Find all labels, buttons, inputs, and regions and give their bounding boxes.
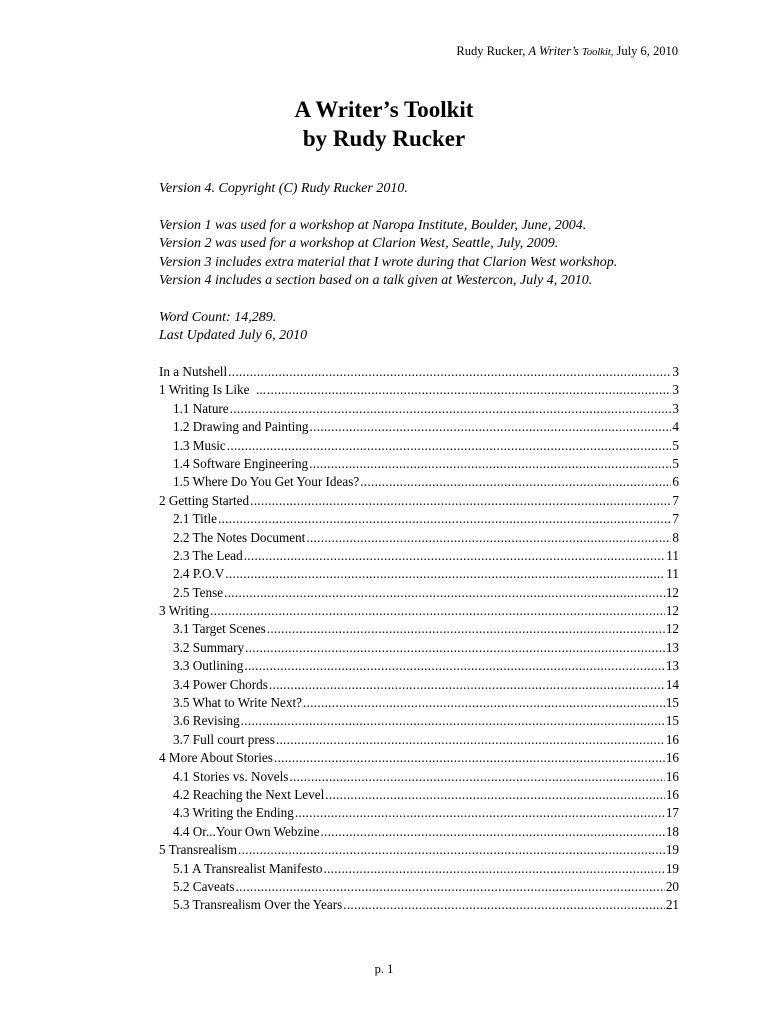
toc-entry[interactable] bbox=[159, 823, 679, 841]
toc-entry-page: 3 bbox=[672, 400, 679, 416]
toc-entry[interactable] bbox=[159, 731, 679, 749]
toc-dot-leader bbox=[238, 841, 665, 859]
toc-dot-leader bbox=[269, 676, 665, 694]
toc-dot-leader bbox=[310, 418, 672, 436]
toc-entry[interactable] bbox=[159, 529, 679, 547]
toc-entry[interactable] bbox=[159, 565, 679, 583]
toc-dot-leader bbox=[218, 510, 671, 528]
toc-entry[interactable] bbox=[159, 602, 679, 620]
table-of-contents bbox=[159, 363, 679, 915]
toc-entry-label: 3.1 Target Scenes bbox=[173, 621, 266, 637]
toc-entry-page: 14 bbox=[665, 676, 679, 692]
toc-dot-leader bbox=[236, 878, 665, 896]
toc-entry-page: 15 bbox=[665, 713, 679, 729]
toc-entry-label: 2.1 Title bbox=[173, 511, 217, 527]
toc-entry-label: 2.3 The Lead bbox=[173, 547, 243, 563]
toc-entry-label: 4.1 Stories vs. Novels bbox=[173, 768, 289, 784]
toc-entry-label: 4.3 Writing the Ending bbox=[173, 805, 294, 821]
toc-entry-page: 3 bbox=[672, 364, 679, 379]
toc-dot-leader bbox=[250, 492, 671, 510]
toc-entry-label: 1.1 Nature bbox=[173, 400, 229, 416]
version-line: Version 4. Copyright (C) Rudy Rucker 2010. bbox=[159, 181, 408, 196]
document-stats bbox=[159, 309, 719, 346]
toc-entry[interactable] bbox=[159, 804, 679, 822]
toc-dot-leader bbox=[228, 363, 671, 381]
toc-entry-label: 1.5 Where Do You Get Your Ideas? bbox=[173, 474, 360, 490]
toc-entry-label: 5.1 A Transrealist Manifesto bbox=[173, 860, 323, 876]
toc-entry[interactable] bbox=[159, 841, 679, 859]
toc-entry-page: 6 bbox=[672, 474, 679, 490]
toc-dot-leader bbox=[360, 473, 671, 491]
toc-entry-label: 5 Transrealism bbox=[159, 842, 238, 858]
toc-entry-label: 3.4 Power Chords bbox=[173, 676, 268, 692]
toc-entry-label: 3 Writing bbox=[159, 603, 210, 619]
toc-entry-label: 5.2 Caveats bbox=[173, 878, 235, 894]
toc-dot-leader bbox=[267, 620, 665, 638]
toc-entry-page: 18 bbox=[665, 823, 679, 839]
toc-entry-page: 17 bbox=[665, 805, 679, 821]
toc-entry-label: 2.2 The Notes Document bbox=[173, 529, 306, 545]
version-history-line: Version 4 includes a section based on a talk given at Westercon, July 4, 2010. bbox=[159, 273, 593, 289]
toc-dot-leader bbox=[245, 639, 665, 657]
header-title-part2: Toolkit, bbox=[581, 47, 614, 58]
toc-entry-page: 3 bbox=[672, 382, 679, 398]
toc-entry-page: 21 bbox=[665, 897, 679, 913]
toc-entry-page: 16 bbox=[665, 750, 679, 766]
toc-dot-leader bbox=[309, 455, 671, 473]
toc-dot-leader bbox=[289, 768, 664, 786]
toc-entry[interactable] bbox=[159, 363, 679, 381]
version-history-line: Version 1 was used for a workshop at Naropa Institute, Boulder, June, 2004. bbox=[159, 218, 587, 233]
toc-entry-label: 3.2 Summary bbox=[173, 639, 245, 655]
toc-dot-leader bbox=[241, 712, 665, 730]
toc-entry[interactable] bbox=[159, 749, 679, 767]
toc-dot-leader bbox=[343, 896, 665, 914]
toc-entry-page: 8 bbox=[672, 529, 679, 545]
toc-dot-leader bbox=[306, 529, 671, 547]
toc-dot-leader bbox=[276, 731, 665, 749]
toc-dot-leader bbox=[225, 565, 665, 583]
toc-dot-leader bbox=[295, 804, 665, 822]
toc-entry-page: 12 bbox=[665, 621, 679, 637]
title-line-1: A Writer’s Toolkit bbox=[294, 97, 474, 122]
toc-entry[interactable] bbox=[159, 620, 679, 638]
toc-entry[interactable] bbox=[159, 381, 679, 399]
toc-entry[interactable] bbox=[159, 584, 679, 602]
toc-entry-label: 3.6 Revising bbox=[173, 713, 240, 729]
toc-entry-label: 4.2 Reaching the Next Level bbox=[173, 786, 325, 802]
toc-dot-leader bbox=[227, 437, 672, 455]
toc-entry[interactable] bbox=[159, 712, 679, 730]
page-number: p. 1 bbox=[374, 962, 394, 976]
toc-entry-page: 11 bbox=[666, 566, 679, 582]
toc-dot-leader bbox=[267, 381, 671, 399]
toc-entry-label: 1 Writing Is Like ... bbox=[159, 382, 266, 398]
document-title bbox=[0, 95, 768, 153]
toc-entry-label: 3.3 Outlining bbox=[173, 658, 244, 674]
toc-entry[interactable] bbox=[159, 657, 679, 675]
toc-dot-leader bbox=[320, 823, 664, 841]
toc-entry-page: 5 bbox=[672, 437, 679, 453]
toc-entry[interactable] bbox=[159, 547, 679, 565]
toc-dot-leader bbox=[244, 547, 666, 565]
toc-entry-label: 1.4 Software Engineering bbox=[173, 455, 309, 471]
toc-entry-page: 16 bbox=[665, 768, 679, 784]
toc-entry-page: 20 bbox=[665, 878, 679, 894]
toc-dot-leader bbox=[224, 584, 665, 602]
toc-entry[interactable] bbox=[159, 418, 679, 436]
toc-entry[interactable] bbox=[159, 437, 679, 455]
header-title-part1: A Writer’s bbox=[528, 44, 579, 58]
toc-dot-leader bbox=[274, 749, 665, 767]
toc-entry[interactable] bbox=[159, 639, 679, 657]
toc-entry-page: 11 bbox=[666, 547, 679, 563]
version-statement bbox=[159, 180, 719, 198]
toc-entry-label: 3.7 Full court press bbox=[173, 731, 275, 747]
toc-entry-page: 19 bbox=[665, 860, 679, 876]
toc-dot-leader bbox=[303, 694, 665, 712]
toc-entry[interactable] bbox=[159, 510, 679, 528]
toc-entry-label: 2 Getting Started bbox=[159, 492, 250, 508]
header-date: July 6, 2010 bbox=[616, 44, 678, 58]
toc-entry-page: 15 bbox=[665, 695, 679, 711]
toc-entry-page: 12 bbox=[665, 603, 679, 619]
toc-entry-label: 1.2 Drawing and Painting bbox=[173, 419, 309, 435]
toc-entry-label: 4.4 Or...Your Own Webzine bbox=[173, 823, 320, 839]
running-header bbox=[456, 44, 678, 59]
toc-entry[interactable] bbox=[159, 860, 679, 878]
toc-entry[interactable] bbox=[159, 786, 679, 804]
toc-entry[interactable] bbox=[159, 473, 679, 491]
version-history-line: Version 3 includes extra material that I wrote during that Clarion West workshop. bbox=[159, 254, 618, 270]
toc-entry-page: 16 bbox=[665, 786, 679, 802]
toc-entry[interactable] bbox=[159, 400, 679, 418]
toc-dot-leader bbox=[210, 602, 665, 620]
toc-entry-label: 1.3 Music bbox=[173, 437, 226, 453]
toc-entry-label: 2.4 P.O.V bbox=[173, 566, 225, 582]
toc-dot-leader bbox=[325, 786, 665, 804]
toc-entry-page: 7 bbox=[672, 492, 679, 508]
version-history-line: Version 2 was used for a workshop at Clarion West, Seattle, July, 2009. bbox=[159, 236, 559, 252]
toc-entry[interactable] bbox=[159, 878, 679, 896]
toc-entry[interactable] bbox=[159, 896, 679, 914]
toc-entry-page: 7 bbox=[672, 511, 679, 527]
toc-entry-page: 5 bbox=[672, 455, 679, 471]
toc-entry-page: 12 bbox=[665, 584, 679, 600]
toc-entry-label: 4 More About Stories bbox=[159, 750, 273, 766]
version-history bbox=[159, 217, 719, 291]
toc-entry-label: In a Nutshell bbox=[159, 364, 228, 379]
toc-dot-leader bbox=[323, 860, 664, 878]
title-line-2: by Rudy Rucker bbox=[302, 126, 466, 151]
toc-entry-page: 19 bbox=[665, 842, 679, 858]
last-updated: Last Updated July 6, 2010 bbox=[159, 328, 308, 344]
toc-entry-label: 2.5 Tense bbox=[173, 584, 224, 600]
toc-entry[interactable] bbox=[159, 694, 679, 712]
toc-entry-page: 13 bbox=[665, 658, 679, 674]
toc-dot-leader bbox=[230, 400, 672, 418]
toc-entry-page: 4 bbox=[672, 419, 679, 435]
toc-entry-page: 16 bbox=[665, 731, 679, 747]
toc-dot-leader bbox=[244, 657, 664, 675]
header-author: Rudy Rucker, bbox=[456, 44, 526, 58]
toc-entry[interactable] bbox=[159, 492, 679, 510]
toc-entry[interactable] bbox=[159, 455, 679, 473]
toc-entry[interactable] bbox=[159, 676, 679, 694]
word-count: Word Count: 14,289. bbox=[159, 310, 277, 325]
toc-entry-label: 3.5 What to Write Next? bbox=[173, 695, 302, 711]
toc-entry-page: 13 bbox=[665, 639, 679, 655]
toc-entry-label: 5.3 Transrealism Over the Years bbox=[173, 897, 343, 913]
toc-entry[interactable] bbox=[159, 768, 679, 786]
